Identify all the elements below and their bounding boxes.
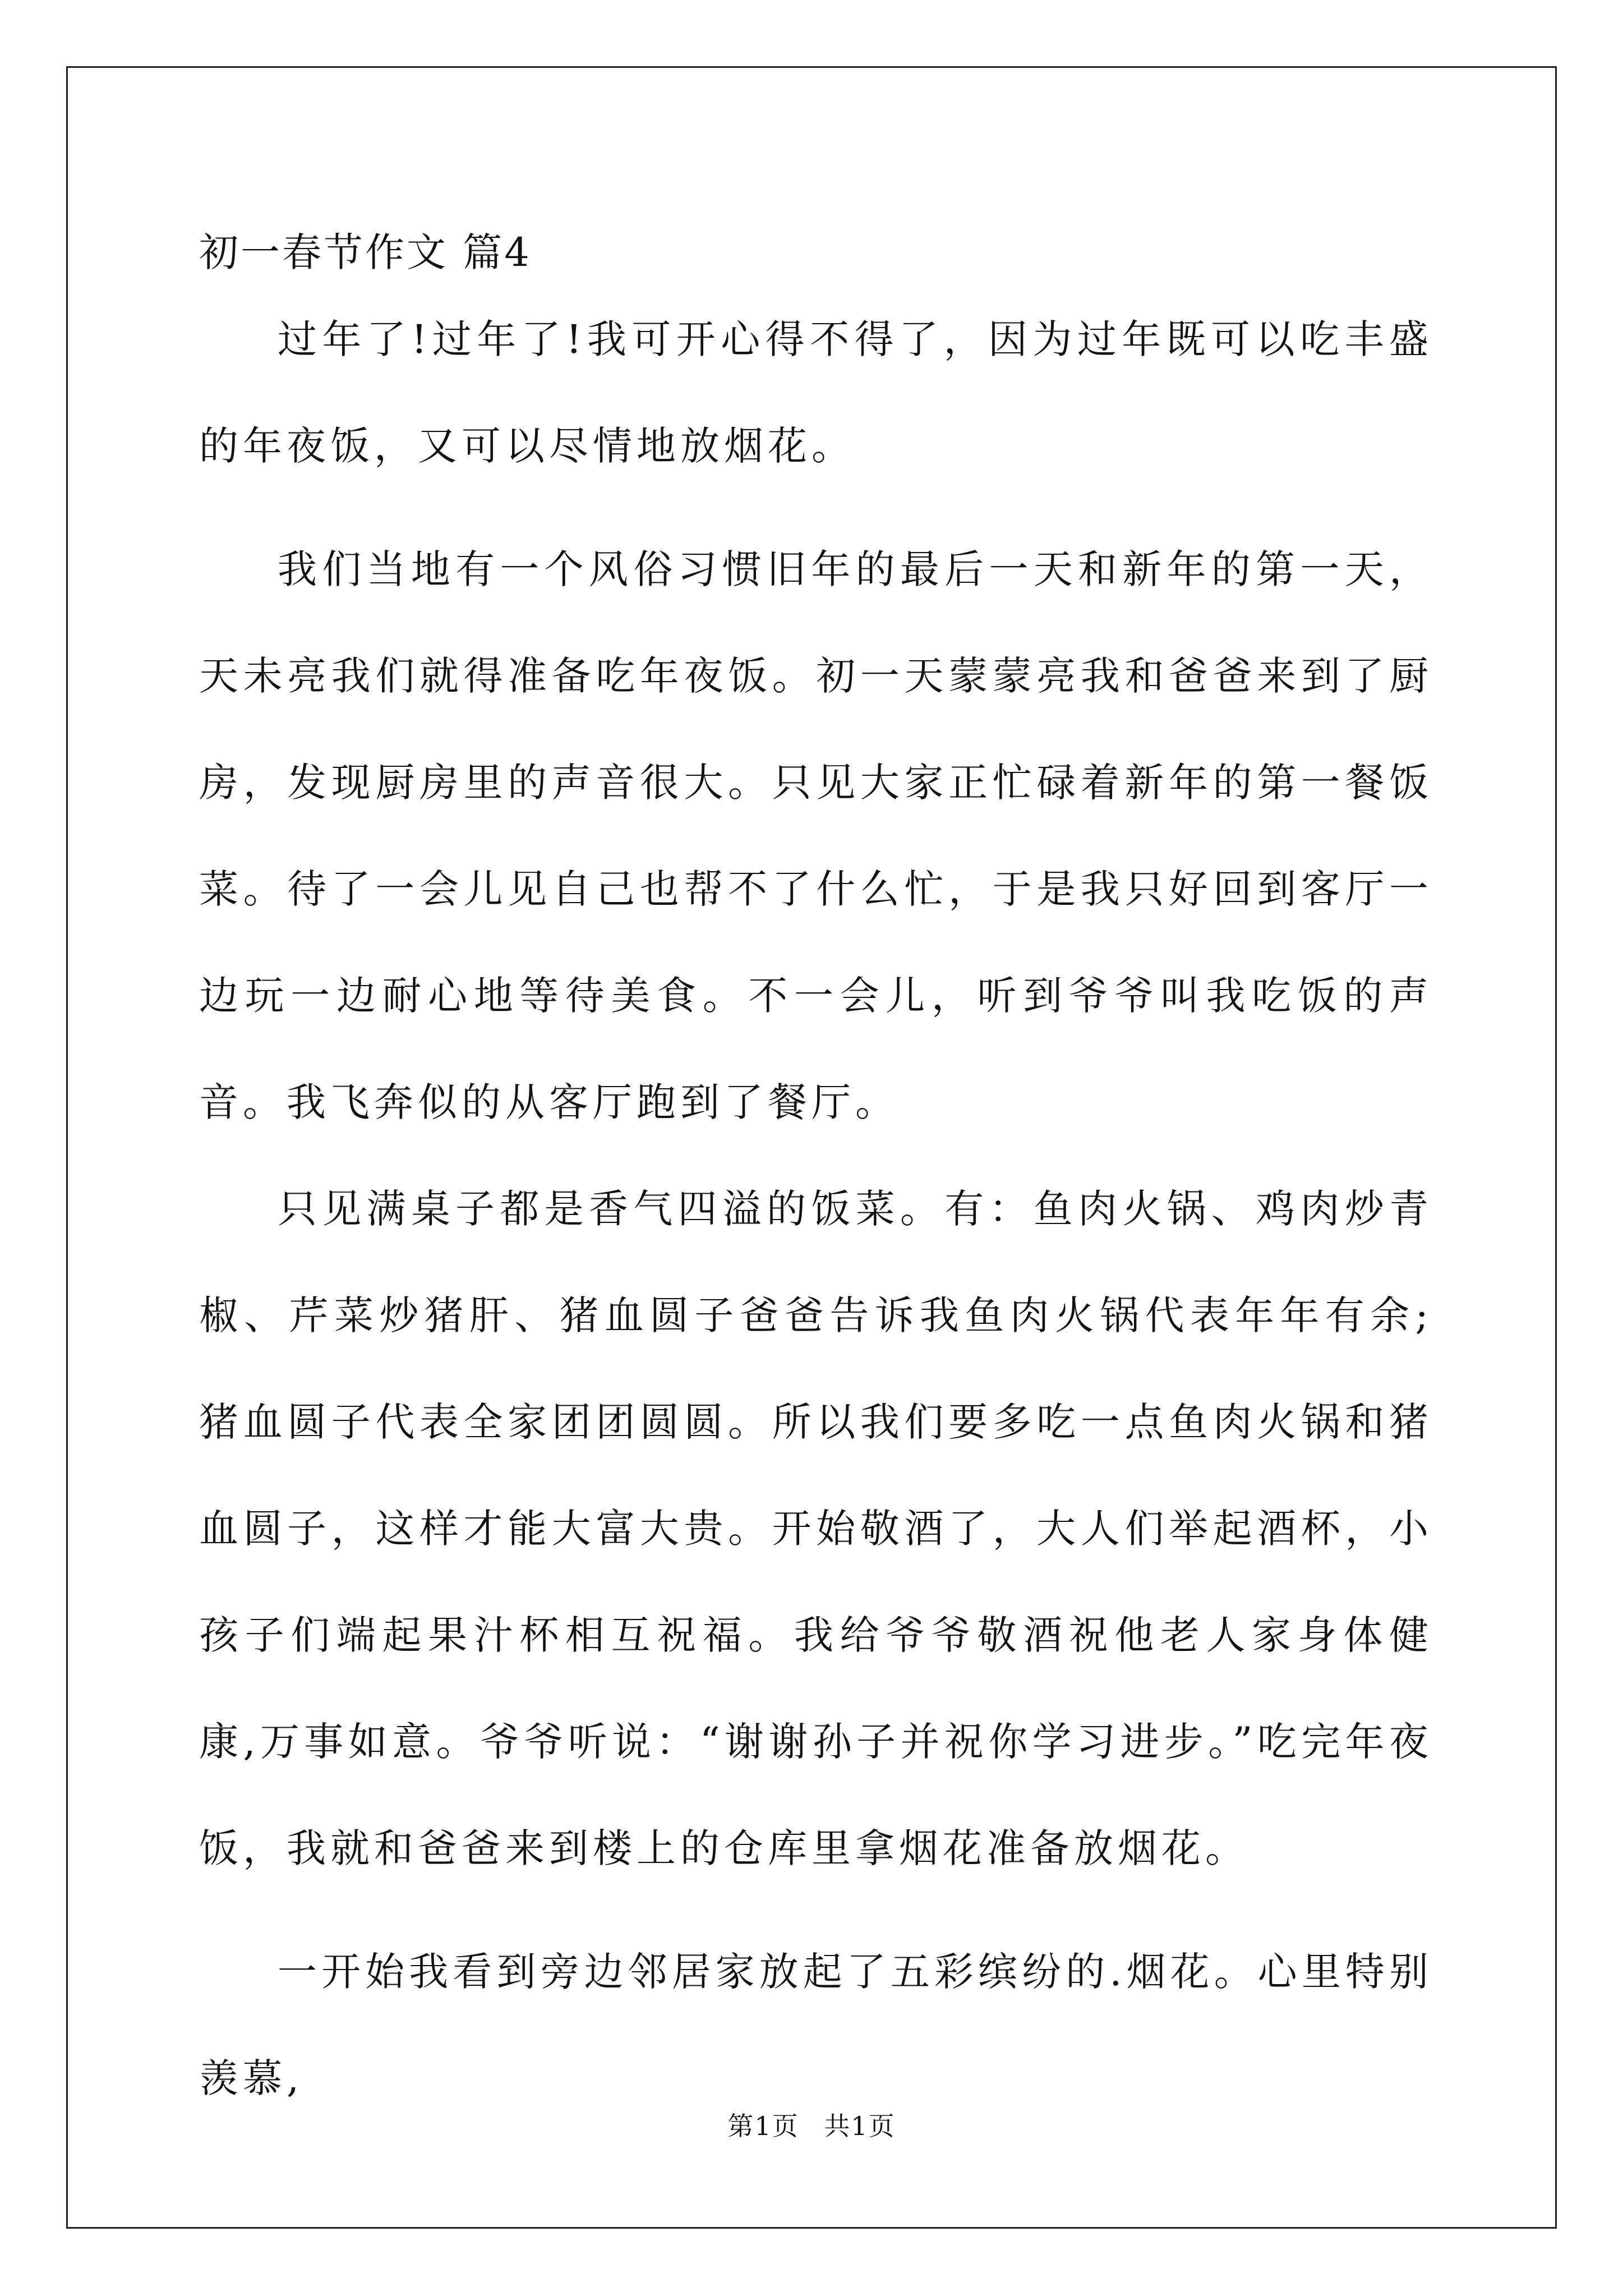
- page-number: 第1页: [727, 2111, 799, 2141]
- paragraph-4: 一开始我看到旁边邻居家放起了五彩缤纷的.烟花。心里特别羡慕,: [199, 1949, 1433, 2101]
- paragraph-2: 我们当地有一个风俗习惯旧年的最后一天和新年的第一天，天未亮我们就得准备吃年夜饭。初一天蒙蒙亮我和爸爸来到了厨房，发现厨房里的声音很大。只见大家正忙碌着新年的第一餐饭菜。待了一会儿见自己也帮不了什么忙，于是我只好回到客厅一边玩一边耐心地等待美食。不一会儿，听到爷爷叫我吃饭的声音。我飞奔似的从客厅跑到了餐厅。: [199, 546, 1433, 1125]
- paragraph-3: 只见满桌子都是香气四溢的饭菜。有：鱼肉火锅、鸡肉炒青椒、芹菜炒猪肝、猪血圆子爸爸告诉我鱼肉火锅代表年年有余;猪血圆子代表全家团团圆圆。所以我们要多吃一点鱼肉火锅和猪血圆子，这样才能大富大贵。开始敬酒了，大人们举起酒杯，小孩子们端起果汁杯相互祝福。我给爷爷敬酒祝他老人家身体健康,万事如意。爷爷听说：“谢谢孙子并祝你学习进步。”吃完年夜饭，我就和爸爸来到楼上的仓库里拿烟花准备放烟花。: [199, 1186, 1433, 1871]
- page-total: 共1页: [824, 2111, 896, 2141]
- page-footer: [0, 2109, 1623, 2143]
- document-title: 初一春节作文 篇4: [199, 229, 532, 275]
- paragraph-1: 过年了!过年了!我可开心得不得了，因为过年既可以吃丰盛的年夜饭，又可以尽情地放烟花。: [199, 316, 1433, 469]
